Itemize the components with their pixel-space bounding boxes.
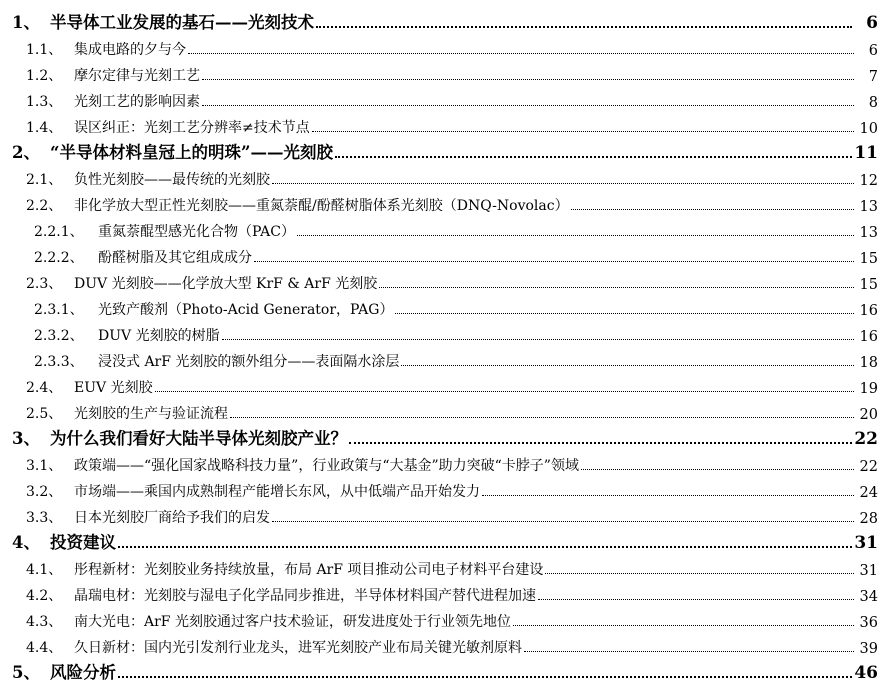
dot-leader: [297, 235, 854, 236]
dot-leader: [379, 287, 854, 288]
toc-entry-level-2[interactable]: [12, 371, 878, 397]
toc-entry-number: 2.2、: [26, 198, 63, 214]
dot-leader: [202, 105, 854, 106]
dot-leader: [188, 53, 854, 54]
toc-entry-number: 3.1、: [26, 458, 63, 474]
toc-entry-page-number: 16: [859, 329, 878, 345]
toc-entry-page-number: 19: [859, 381, 878, 397]
toc-entry-page-number: 10: [859, 121, 878, 137]
toc-entry-page-number: 6: [868, 43, 878, 59]
toc-entry-page-number: 31: [859, 563, 878, 579]
toc-entry-number: 4.1、: [26, 562, 63, 578]
dot-leader: [395, 313, 854, 314]
toc-entry-number: 2、: [12, 143, 40, 162]
toc-entry-number: 1.2、: [26, 68, 63, 84]
toc-entry-page-number: 18: [859, 355, 878, 371]
toc-entry-page-number: 8: [868, 95, 878, 111]
toc-entry-title: 日本光刻胶厂商给予我们的启发: [74, 510, 270, 526]
toc-entry-level-3[interactable]: [12, 345, 878, 371]
toc-entry-page-number: 28: [859, 511, 878, 527]
toc-entry-number: 2.3.3、: [34, 354, 84, 370]
toc-entry-title: 酚醛树脂及其它组成成分: [98, 250, 252, 266]
toc-entry-page-number: 20: [859, 407, 878, 423]
dot-leader: [272, 521, 854, 522]
toc-entry-title: 光刻工艺的影响因素: [74, 94, 200, 110]
toc-entry-level-3[interactable]: [12, 319, 878, 345]
toc-entry-number: 3.3、: [26, 510, 63, 526]
toc-entry-page-number: 36: [859, 615, 878, 631]
toc-entry-title: 半导体工业发展的基石——光刻技术: [50, 13, 314, 32]
dot-leader: [513, 625, 854, 626]
toc-entry-title: 负性光刻胶——最传统的光刻胶: [74, 172, 270, 188]
toc-entry-title: 摩尔定律与光刻工艺: [74, 68, 200, 84]
toc-entry-level-2[interactable]: [12, 605, 878, 631]
dot-leader: [538, 599, 854, 600]
toc-entry-number: 4、: [12, 533, 40, 552]
toc-entry-title: EUV 光刻胶: [74, 380, 153, 396]
dot-leader: [482, 495, 854, 496]
toc-entry-title: 误区纠正：光刻工艺分辨率≠技术节点: [74, 120, 310, 136]
toc-entry-title: 光致产酸剂（Photo-Acid Generator，PAG）: [98, 302, 394, 318]
dot-leader: [222, 339, 854, 340]
toc-entry-page-number: 7: [868, 69, 878, 85]
toc-entry-number: 1.1、: [26, 42, 63, 58]
toc-entry-page-number: 12: [859, 173, 878, 189]
dot-leader: [118, 676, 852, 678]
toc-entry-number: 2.5、: [26, 406, 63, 422]
toc-entry-number: 2.2.2、: [34, 250, 84, 266]
toc-entry-title: DUV 光刻胶的树脂: [98, 328, 220, 344]
dot-leader: [272, 183, 854, 184]
toc-entry-level-2[interactable]: [12, 189, 878, 215]
toc-entry-level-2[interactable]: [12, 501, 878, 527]
toc-entry-level-1[interactable]: [12, 137, 878, 163]
toc-entry-level-3[interactable]: [12, 293, 878, 319]
toc-entry-number: 2.4、: [26, 380, 63, 396]
toc-entry-title: 为什么我们看好大陆半导体光刻胶产业？: [50, 429, 347, 448]
toc-entry-number: 2.2.1、: [34, 224, 84, 240]
toc-entry-page-number: 22: [854, 429, 878, 449]
toc-entry-number: 1.3、: [26, 94, 63, 110]
toc-entry-title: 风险分析: [50, 663, 116, 682]
toc-entry-level-1[interactable]: [12, 657, 878, 683]
dot-leader: [316, 26, 852, 28]
toc-entry-number: 3.2、: [26, 484, 63, 500]
toc-entry-number: 2.3.2、: [34, 328, 84, 344]
toc-entry-page-number: 15: [859, 277, 878, 293]
toc-entry-title: 重氮萘醌型感光化合物（PAC）: [98, 224, 295, 240]
toc-entry-page-number: 24: [859, 485, 878, 501]
dot-leader: [202, 79, 854, 80]
toc-entry-number: 4.2、: [26, 588, 63, 604]
toc-entry-title: 投资建议: [50, 533, 116, 552]
toc-entry-title: “半导体材料皇冠上的明珠”——光刻胶: [50, 143, 333, 162]
toc-entry-page-number: 13: [859, 225, 878, 241]
toc-entry-level-2[interactable]: [12, 111, 878, 137]
toc-entry-level-2[interactable]: [12, 553, 878, 579]
dot-leader: [401, 365, 854, 366]
toc-entry-number: 2.3、: [26, 276, 63, 292]
toc-entry-number: 5、: [12, 663, 40, 682]
toc-entry-page-number: 13: [859, 199, 878, 215]
toc-entry-number: 4.3、: [26, 614, 63, 630]
dot-leader: [349, 442, 852, 444]
toc-entry-level-2[interactable]: [12, 475, 878, 501]
toc-entry-page-number: 11: [854, 143, 878, 163]
toc-entry-level-1[interactable]: [12, 423, 878, 449]
toc-entry-level-2[interactable]: [12, 449, 878, 475]
toc-entry-title: 晶瑞电材：光刻胶与湿电子化学品同步推进，半导体材料国产替代进程加速: [74, 588, 536, 604]
toc-entry-number: 4.4、: [26, 640, 63, 656]
toc-entry-page-number: 6: [866, 13, 878, 33]
toc-entry-page-number: 31: [854, 533, 878, 553]
dot-leader: [545, 573, 854, 574]
toc-entry-page-number: 46: [854, 663, 878, 683]
toc-entry-number: 1.4、: [26, 120, 63, 136]
toc-entry-level-2[interactable]: [12, 267, 878, 293]
toc-entry-level-2[interactable]: [12, 163, 878, 189]
toc-entry-title: 光刻胶的生产与验证流程: [74, 406, 228, 422]
toc-entry-title: 集成电路的夕与今: [74, 42, 186, 58]
dot-leader: [118, 546, 852, 548]
toc-entry-page-number: 34: [859, 589, 878, 605]
toc-entry-title: 久日新材：国内光引发剂行业龙头，进军光刻胶产业布局关键光敏剂原料: [74, 640, 522, 656]
toc-entry-level-2[interactable]: [12, 85, 878, 111]
toc-entry-level-3[interactable]: [12, 241, 878, 267]
toc-entry-page-number: 16: [859, 303, 878, 319]
dot-leader: [571, 209, 854, 210]
toc-entry-title: 南大光电：ArF 光刻胶通过客户技术验证，研发进度处于行业领先地位: [74, 614, 511, 630]
toc-entry-title: 市场端——乘国内成熟制程产能增长东风，从中低端产品开始发力: [74, 484, 480, 500]
toc-entry-title: 政策端——“强化国家战略科技力量”，行业政策与“大基金”助力突破“卡脖子”领域: [74, 458, 579, 474]
toc-entry-title: 彤程新材：光刻胶业务持续放量，布局 ArF 项目推动公司电子材料平台建设: [74, 562, 544, 578]
dot-leader: [312, 131, 854, 132]
toc-entry-level-2[interactable]: [12, 631, 878, 657]
toc-entry-page-number: 39: [859, 641, 878, 657]
dot-leader: [335, 156, 852, 158]
dot-leader: [230, 417, 854, 418]
toc-entry-number: 2.1、: [26, 172, 63, 188]
toc-entry-level-1[interactable]: [12, 527, 878, 553]
dot-leader: [155, 391, 854, 392]
toc-entry-title: 非化学放大型正性光刻胶——重氮萘醌/酚醛树脂体系光刻胶（DNQ-Novolac）: [74, 198, 569, 214]
toc-entry-level-2[interactable]: [12, 33, 878, 59]
dot-leader: [254, 261, 854, 262]
toc-entry-number: 1、: [12, 13, 40, 32]
toc-entry-level-1[interactable]: [12, 7, 878, 33]
toc-entry-page-number: 15: [859, 251, 878, 267]
toc-entry-level-2[interactable]: [12, 59, 878, 85]
toc-entry-title: DUV 光刻胶——化学放大型 KrF & ArF 光刻胶: [74, 276, 378, 292]
dot-leader: [524, 651, 854, 652]
toc-entry-number: 3、: [12, 429, 40, 448]
toc-entry-number: 2.3.1、: [34, 302, 84, 318]
toc-entry-page-number: 22: [859, 459, 878, 475]
toc-entry-level-2[interactable]: [12, 397, 878, 423]
toc-entry-title: 浸没式 ArF 光刻胶的额外组分——表面隔水涂层: [98, 354, 400, 370]
dot-leader: [581, 469, 854, 470]
toc-entry-level-3[interactable]: [12, 215, 878, 241]
toc-entry-level-2[interactable]: [12, 579, 878, 605]
